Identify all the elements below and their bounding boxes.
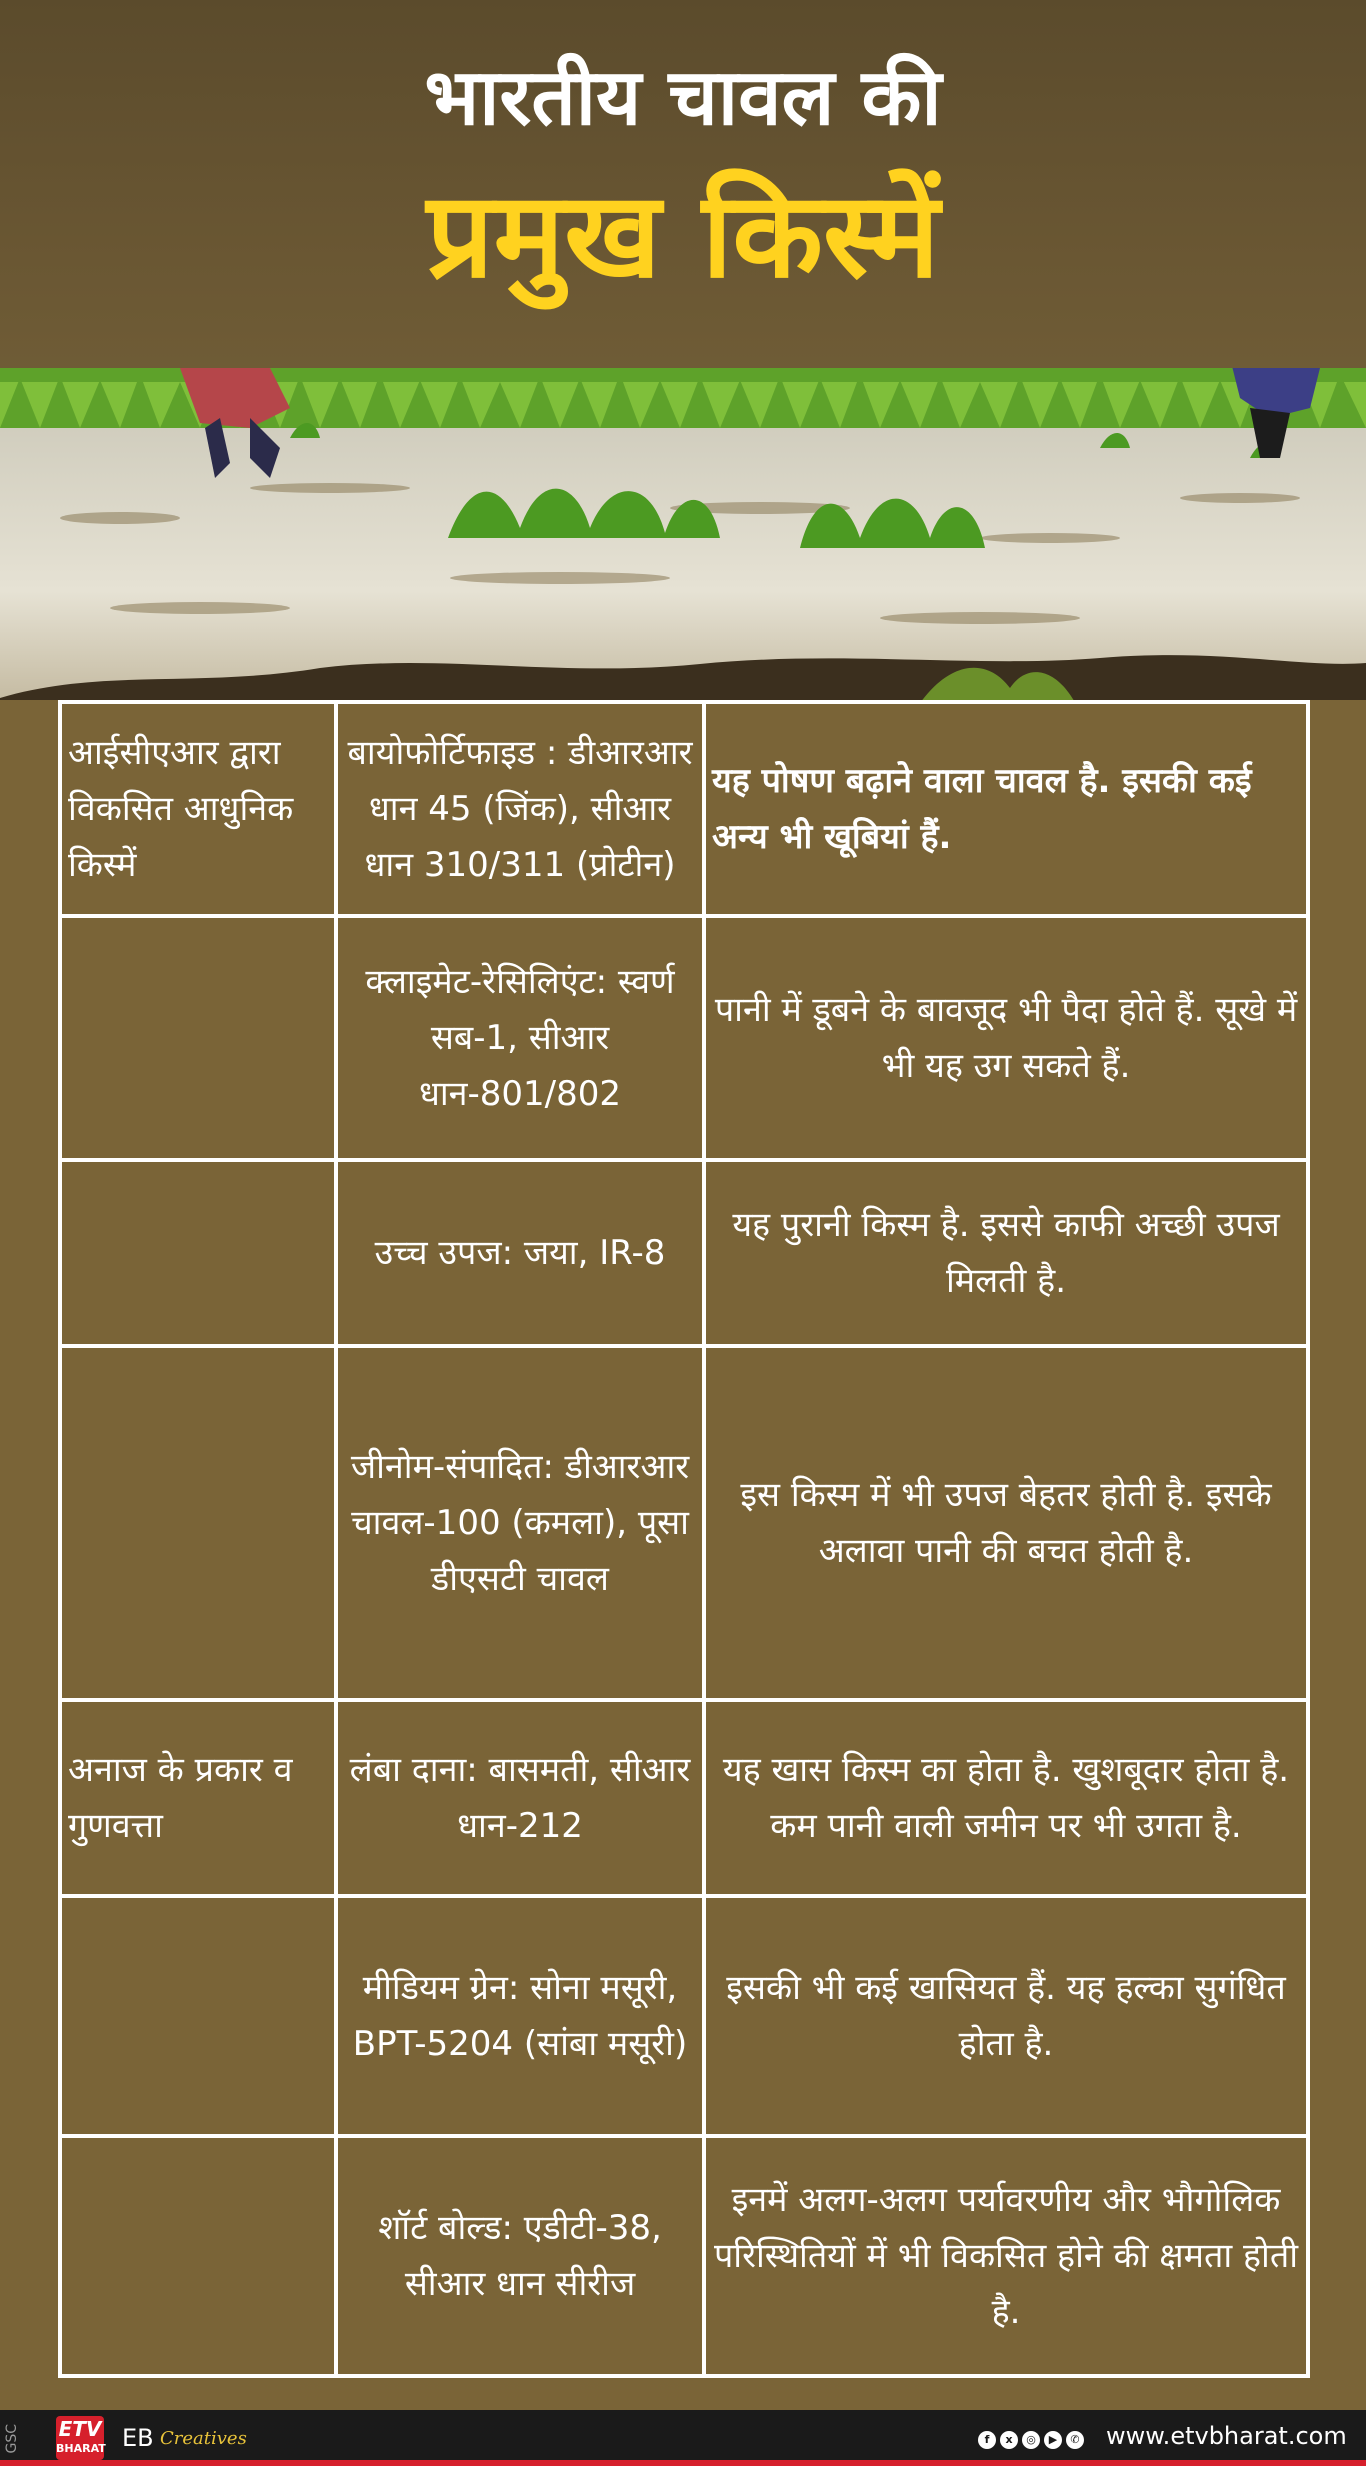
website-link[interactable]: www.etvbharat.com	[1106, 2422, 1347, 2450]
description-cell: यह पुरानी किस्म है. इससे काफी अच्छी उपज मिलती है.	[704, 1160, 1308, 1346]
category-cell: आईसीएआर द्वारा विकसित आधुनिक किस्में	[60, 702, 336, 916]
description-cell: इसकी भी कई खासियत हैं. यह हल्का सुगंधित होता है.	[704, 1896, 1308, 2136]
category-cell	[60, 1346, 336, 1700]
description-cell: इनमें अलग-अलग पर्यावरणीय और भौगोलिक परिस्थितियों में भी विकसित होने की क्षमता होती है.	[704, 2136, 1308, 2376]
table-row	[60, 2136, 1308, 2376]
logo-text: ETV	[58, 2417, 102, 2441]
etv-bharat-logo[interactable]	[56, 2416, 104, 2460]
youtube-icon[interactable]: ▶	[1044, 2431, 1062, 2449]
creatives-label: Creatives	[160, 2428, 247, 2449]
x-icon[interactable]: x	[1000, 2431, 1018, 2449]
rice-field-photo	[0, 368, 1366, 740]
table-row	[60, 1700, 1308, 1896]
category-cell	[60, 1160, 336, 1346]
category-cell	[60, 916, 336, 1160]
category-cell: अनाज के प्रकार व गुणवत्ता	[60, 1700, 336, 1896]
variety-cell: मीडियम ग्रेन: सोना मसूरी, BPT-5204 (सांबा मसूरी)	[336, 1896, 704, 2136]
footer-bar	[0, 2410, 1366, 2466]
table-row	[60, 1346, 1308, 1700]
footer-red-line	[0, 2460, 1366, 2466]
logo-subtext: BHARAT	[56, 2442, 106, 2455]
description-cell: इस किस्म में भी उपज बेहतर होती है. इसके अलावा पानी की बचत होती है.	[704, 1346, 1308, 1700]
variety-cell: बायोफोर्टिफाइड : डीआरआर धान 45 (जिंक), सीआर धान 310/311 (प्रोटीन)	[336, 702, 704, 916]
title-line-2: प्रमुख किस्में	[426, 166, 940, 304]
rice-field-illustration	[0, 368, 1366, 740]
category-cell	[60, 2136, 336, 2376]
variety-cell: उच्च उपज: जया, IR-8	[336, 1160, 704, 1346]
title-line-1: भारतीय चावल की	[424, 53, 942, 143]
whatsapp-icon[interactable]: ✆	[1066, 2431, 1084, 2449]
eb-label: EB	[122, 2424, 154, 2452]
description-cell: यह खास किस्म का होता है. खुशबूदार होता है. कम पानी वाली जमीन पर भी उगता है.	[704, 1700, 1308, 1896]
description-cell: यह पोषण बढ़ाने वाला चावल है. इसकी कई अन्य भी खूबियां हैं.	[704, 702, 1308, 916]
header-band	[0, 0, 1366, 370]
table-row	[60, 1896, 1308, 2136]
rice-varieties-table	[58, 700, 1310, 2378]
instagram-icon[interactable]: ◎	[1022, 2431, 1040, 2449]
variety-cell: क्लाइमेट-रेसिलिएंट: स्वर्ण सब-1, सीआर धान-801/802	[336, 916, 704, 1160]
variety-cell: लंबा दाना: बासमती, सीआर धान-212	[336, 1700, 704, 1896]
variety-cell: शॉर्ट बोल्ड: एडीटी-38, सीआर धान सीरीज	[336, 2136, 704, 2376]
table-row	[60, 1160, 1308, 1346]
category-cell	[60, 1896, 336, 2136]
description-cell: पानी में डूबने के बावजूद भी पैदा होते हैं. सूखे में भी यह उग सकते हैं.	[704, 916, 1308, 1160]
social-icons	[978, 2428, 1088, 2450]
table-row	[60, 702, 1308, 916]
variety-cell: जीनोम-संपादित: डीआरआर चावल-100 (कमला), पूसा डीएसटी चावल	[336, 1346, 704, 1700]
table-row	[60, 916, 1308, 1160]
facebook-icon[interactable]: f	[978, 2431, 996, 2449]
gsc-label: GSC	[4, 2424, 20, 2454]
